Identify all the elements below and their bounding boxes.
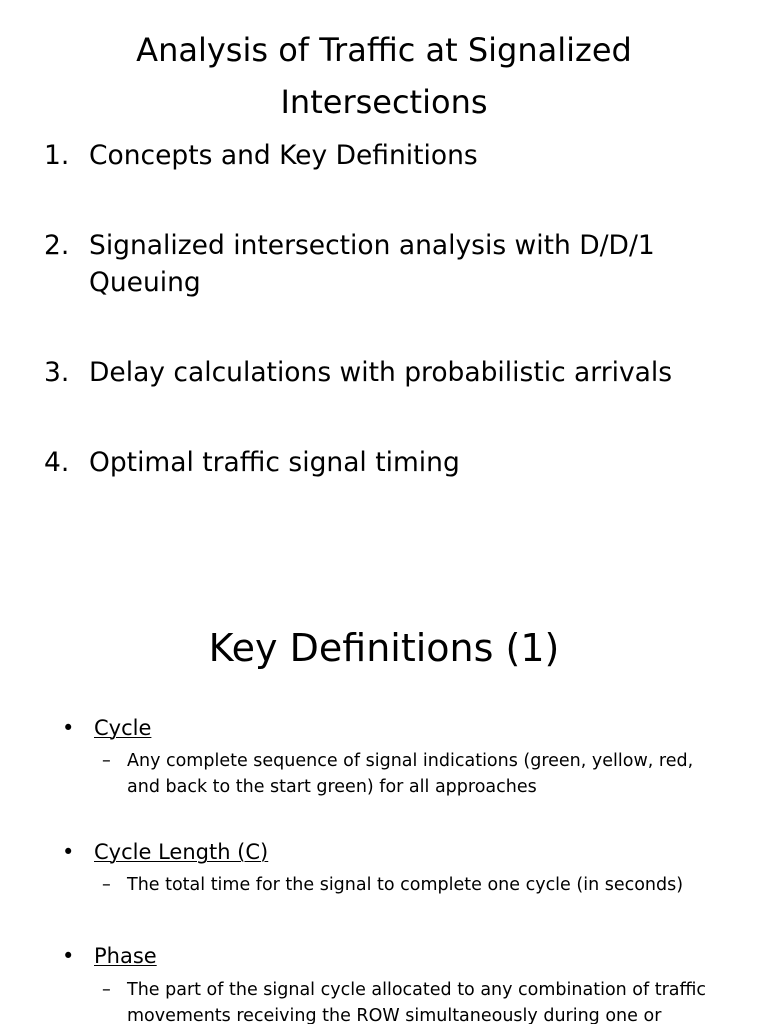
- item-text: Concepts and Key Definitions: [89, 140, 478, 171]
- description-text: The part of the signal cycle allocated to any combination of traffic movements receiving the ROW simultaneously during one or: [127, 980, 707, 1024]
- numbered-item-4: [0, 444, 730, 481]
- item-text: Optimal traffic signal timing: [89, 447, 460, 478]
- dash-icon: –: [102, 751, 111, 771]
- item-text: Signalized intersection analysis with D/D/1 Queuing: [89, 230, 655, 298]
- definition-description-phase: [0, 977, 718, 1024]
- slide-title: [0, 24, 768, 128]
- item-number: 4.: [44, 447, 70, 478]
- definition-description-cycle-length: [0, 872, 718, 898]
- item-number: 1.: [44, 140, 70, 171]
- numbered-item-2: [0, 227, 730, 301]
- definition-term-cycle: [0, 713, 740, 743]
- definition-term-phase: [0, 941, 740, 971]
- term-label: Cycle Length (C): [94, 840, 269, 864]
- item-number: 2.: [44, 230, 70, 261]
- description-text: Any complete sequence of signal indications (green, yellow, red, and back to the start green) for all approaches: [127, 751, 694, 797]
- title-line-1: Analysis of Traffic at Signalized: [136, 31, 632, 69]
- item-number: 3.: [44, 357, 70, 388]
- definition-description-cycle: [0, 748, 718, 800]
- term-label: Cycle: [94, 716, 152, 740]
- slide-title: Key Definitions (1): [208, 626, 560, 670]
- numbered-item-3: [0, 354, 730, 391]
- bullet-icon: •: [62, 944, 75, 968]
- dash-icon: –: [102, 980, 111, 1000]
- numbered-item-1: [0, 137, 730, 174]
- slide-key-definitions: [0, 600, 768, 1024]
- title-line-2: Intersections: [280, 83, 488, 121]
- bullet-icon: •: [62, 840, 75, 864]
- description-text: The total time for the signal to complete one cycle (in seconds): [127, 875, 684, 895]
- dash-icon: –: [102, 875, 111, 895]
- bullet-icon: •: [62, 716, 75, 740]
- term-label: Phase: [94, 944, 157, 968]
- item-text: Delay calculations with probabilistic arrivals: [89, 357, 673, 388]
- definition-term-cycle-length: [0, 837, 740, 867]
